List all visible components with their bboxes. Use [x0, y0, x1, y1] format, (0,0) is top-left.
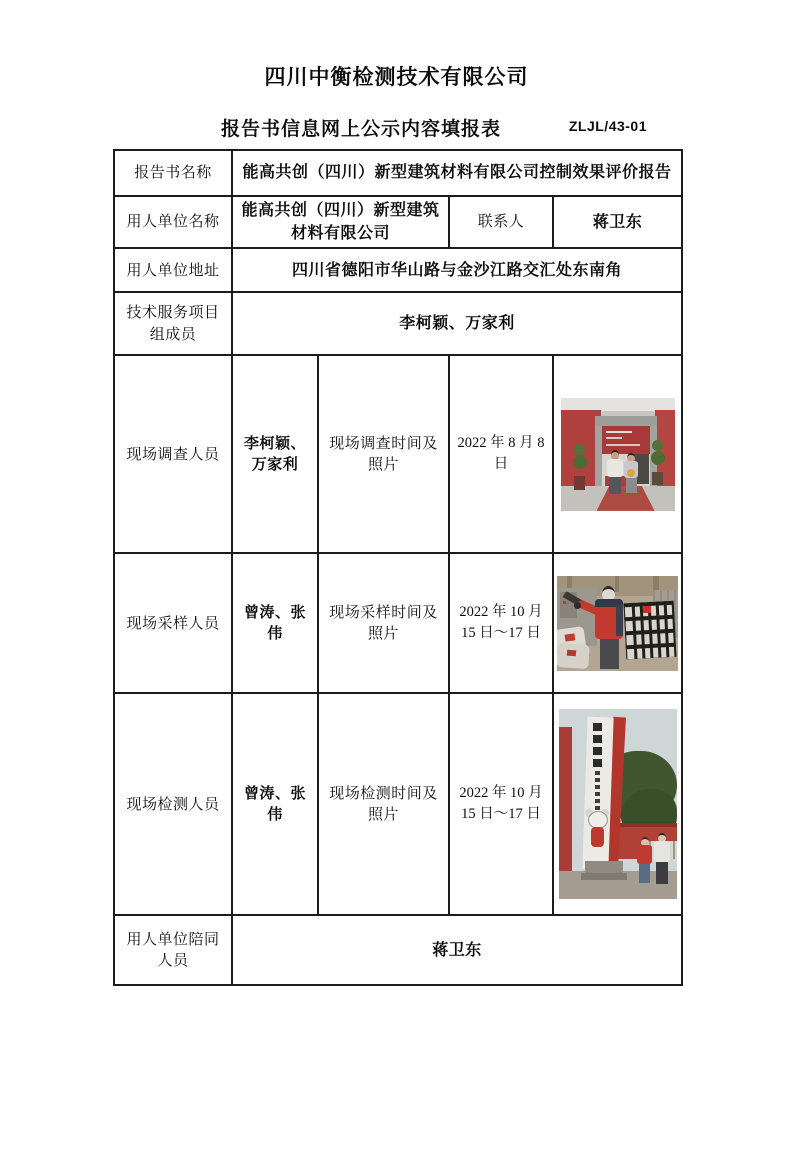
employer-name-value: 能高共创（四川）新型建筑材料有限公司: [232, 196, 449, 248]
survey-personnel-names: 李柯颖、万家利: [232, 355, 318, 553]
photo-plant-pot: [574, 476, 585, 490]
factory-entrance-group-photo: [561, 398, 675, 511]
form-title: 报告书信息网上公示内容填报表: [220, 118, 501, 140]
photo-plant-pot: [652, 472, 663, 485]
photo-person-shirt: [607, 459, 623, 477]
team-members-value: 李柯颖、万家利: [232, 292, 682, 355]
employer-address-label: 用人单位地址: [114, 248, 232, 292]
sampling-photo-cell: [553, 553, 682, 693]
company-title: 四川中衡检测技术有限公司: [264, 66, 529, 89]
form-code: ZLJL/43-01: [568, 118, 647, 134]
sampling-personnel-names: 曾涛、张伟: [232, 553, 318, 693]
row-site-testing: [114, 693, 682, 915]
testing-personnel-label: 现场检测人员: [114, 693, 232, 915]
photo-person-pants: [639, 864, 650, 883]
photo-sign-characters: [593, 723, 602, 767]
survey-time-label: 现场调查时间及照片: [318, 355, 449, 553]
photo-person-jacket: [637, 845, 652, 864]
row-report-name: [114, 150, 682, 196]
photo-ceiling-beam: [615, 576, 619, 592]
signpost-group-photo: [559, 709, 677, 899]
photo-topiary-tree: [574, 444, 585, 455]
report-name-value: 能高共创（四川）新型建筑材料有限公司控制效果评价报告: [232, 150, 682, 196]
row-team-members: [114, 292, 682, 355]
photo-topiary-tree: [652, 440, 663, 451]
photo-topiary-tree: [651, 451, 665, 465]
photo-sign-text: [606, 437, 622, 439]
employer-address-value: 四川省德阳市华山路与金沙江路交汇处东南角: [232, 248, 682, 292]
photo-button: [563, 601, 566, 604]
photo-person-pants: [656, 862, 668, 884]
photo-sign-characters: [595, 769, 600, 817]
photo-red-building: [559, 727, 572, 872]
photo-sign-text: [606, 444, 640, 446]
photo-worker-glove: [574, 602, 581, 609]
photo-topiary-tree: [573, 455, 587, 469]
contact-name-value: 蒋卫东: [553, 196, 682, 248]
contact-label: 联系人: [449, 196, 553, 248]
testing-personnel-names: 曾涛、张伟: [232, 693, 318, 915]
testing-photo-cell: [553, 693, 682, 915]
photo-worker-pants: [600, 639, 619, 669]
photo-koala-mascot: [591, 827, 604, 847]
sampling-time-label: 现场采样时间及照片: [318, 553, 449, 693]
report-name-label: 报告书名称: [114, 150, 232, 196]
row-escort-personnel: [114, 915, 682, 985]
row-employer-name: [114, 196, 682, 248]
testing-time-label: 现场检测时间及照片: [318, 693, 449, 915]
row-employer-address: [114, 248, 682, 292]
sampling-personnel-label: 现场采样人员: [114, 553, 232, 693]
survey-time-value: 2022 年 8 月 8 日: [449, 355, 553, 553]
survey-personnel-label: 现场调查人员: [114, 355, 232, 553]
photo-sign-base: [581, 873, 627, 880]
photo-entrance-column: [595, 426, 602, 488]
photo-worker-vest: [616, 604, 623, 636]
survey-photo-cell: [553, 355, 682, 553]
workshop-sampling-photo: [557, 576, 678, 671]
photo-person-pants: [626, 478, 637, 493]
photo-board-label: [643, 606, 651, 613]
escort-personnel-value: 蒋卫东: [232, 915, 682, 985]
employer-name-label: 用人单位名称: [114, 196, 232, 248]
team-members-label: 技术服务项目组成员: [114, 292, 232, 355]
photo-sack-logo: [565, 633, 576, 641]
testing-time-value: 2022 年 10 月 15 日～17 日: [449, 693, 553, 915]
photo-sack-logo: [567, 650, 576, 657]
row-site-sampling: [114, 553, 682, 693]
escort-personnel-label: 用人单位陪同人员: [114, 915, 232, 985]
row-site-survey: [114, 355, 682, 553]
photo-sign-text: [606, 431, 632, 433]
sampling-time-value: 2022 年 10 月 15 日～17 日: [449, 553, 553, 693]
photo-person-shirt: [654, 841, 670, 862]
form-title-row: [113, 114, 681, 140]
report-info-table: [113, 149, 683, 986]
photo-held-item: [627, 469, 635, 477]
photo-person-pants: [609, 477, 621, 494]
